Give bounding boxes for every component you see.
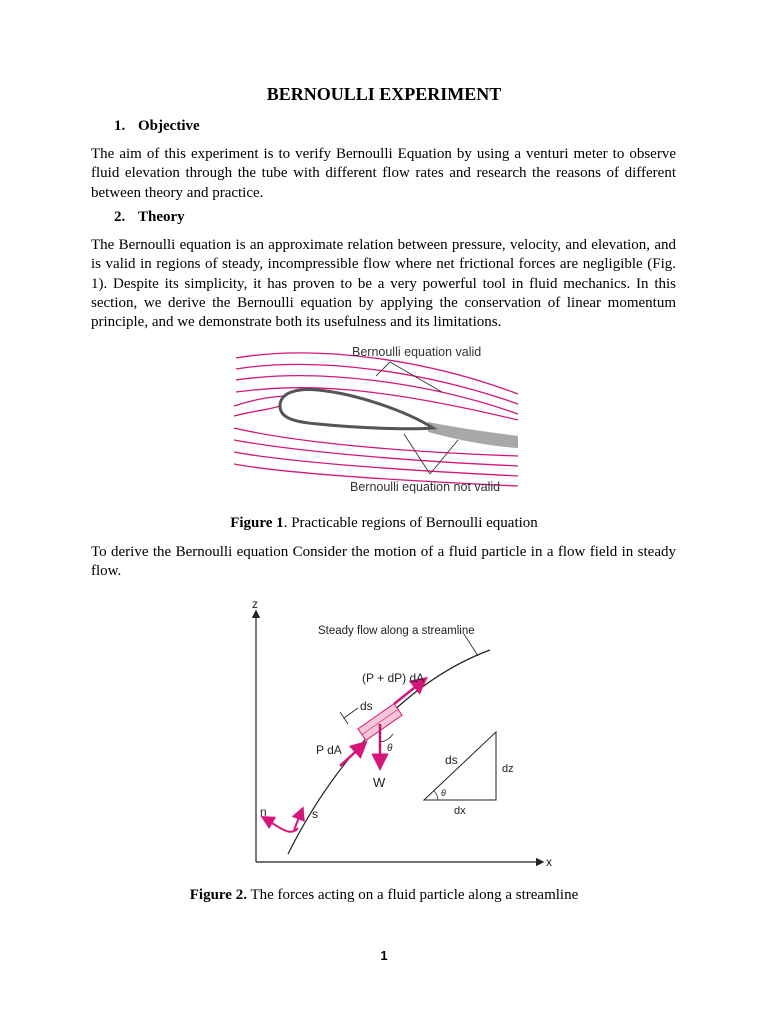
caption-label: Figure 2. — [189, 887, 247, 903]
streamline — [234, 406, 280, 416]
objective-paragraph: The aim of this experiment is to verify Bernoulli Equation by using a venturi meter to observe fluid elevation through the tube with different flow rates and research the reasons of different between theory and practice. — [91, 146, 676, 201]
wake-region — [428, 422, 518, 448]
force-top-label: (P + dP) dA — [362, 671, 425, 685]
force-bottom-arrow — [340, 744, 364, 766]
document-title: BERNOULLI EXPERIMENT — [266, 84, 502, 104]
section-title: Objective — [138, 118, 200, 134]
caption-text: . Practicable regions of Bernoulli equation — [283, 515, 538, 531]
theory-paragraph: The Bernoulli equation is an approximate relation between pressure, velocity, and elevation, and is valid in regions of steady, incompressible flow where net frictional forces are negligible (Fig. 1). Despite its simplicity, it has proven to be a very powerful tool in fluid mechanics. In this section, we derive the Bernoulli equation by applying the conservation of linear momentum principle, and we demonstrate both its usefulness and its limitations. — [91, 237, 676, 331]
ds-label: ds — [360, 699, 373, 713]
label-not-valid: Bernoulli equation not valid — [350, 480, 501, 494]
triangle — [424, 732, 496, 800]
label-valid: Bernoulli equation valid — [352, 345, 482, 359]
s-arrow — [294, 810, 302, 830]
triangle-theta-label: θ — [441, 788, 446, 798]
axis-x-label: x — [546, 855, 552, 869]
section-title: Theory — [138, 209, 185, 225]
figure-1-caption — [0, 515, 768, 532]
triangle-theta-arc — [434, 791, 438, 800]
theta-arc — [380, 734, 393, 742]
streamline — [234, 440, 518, 466]
section-number: 1. — [114, 118, 126, 134]
airfoil-shape — [280, 390, 433, 429]
s-label: s — [312, 807, 318, 821]
figure-1-diagram — [228, 336, 520, 500]
section-heading-objective — [114, 118, 200, 135]
ds-dimension — [344, 708, 358, 718]
ds-tick — [340, 712, 348, 724]
n-arrow — [264, 818, 298, 832]
n-label: n — [260, 805, 267, 819]
axis-z-label: z — [252, 597, 258, 611]
triangle-dz-label: dz — [502, 763, 514, 775]
leader-line — [464, 634, 478, 656]
streamline — [236, 364, 518, 404]
force-bottom-label: P dA — [316, 743, 342, 757]
caption-text: The forces acting on a fluid particle along a streamline — [246, 887, 579, 903]
derive-paragraph: To derive the Bernoulli equation Consider the motion of a fluid particle in a flow field in steady flow. — [91, 544, 676, 580]
weight-label: W — [373, 775, 386, 790]
caption-label: Figure 1 — [230, 515, 284, 531]
figure-2-caption — [0, 887, 768, 904]
streamline-label: Steady flow along a streamline — [318, 625, 475, 637]
figure-2-diagram — [228, 594, 560, 874]
section-number: 2. — [114, 209, 126, 225]
section-heading-theory — [114, 209, 185, 226]
triangle-dx-label: dx — [454, 805, 466, 817]
page-number: 1 — [380, 948, 388, 963]
triangle-ds-label: ds — [445, 753, 458, 767]
theta-label: θ — [387, 743, 393, 754]
